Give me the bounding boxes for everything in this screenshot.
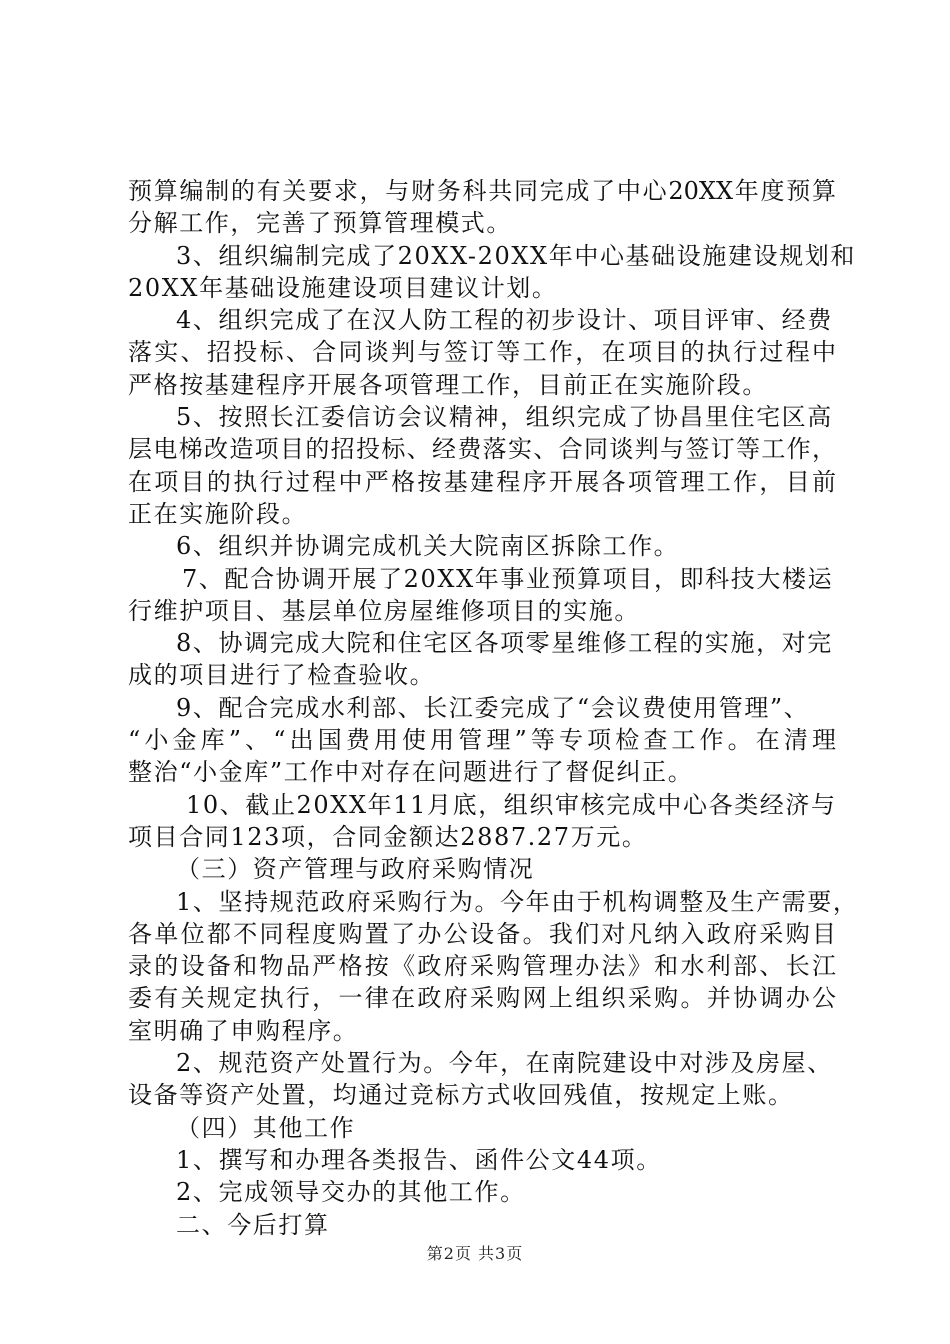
paragraph-start-line: 8、协调完成大院和住宅区各项零星维修工程的实施，对完 — [176, 629, 833, 658]
paragraph-start-line: 9、配合完成水利部、长江委完成了“会议费使用管理”、 — [176, 693, 810, 722]
text-line: 在项目的执行过程中严格按基建程序开展各项管理工作，目前 — [128, 467, 836, 496]
text-line: 行维护项目、基层单位房屋维修项目的实施。 — [128, 596, 640, 625]
paragraph-start-line: 1、坚持规范政府采购行为。今年由于机构调整及生产需要， — [176, 887, 859, 916]
paragraph-start-line: 10、截止20XX年11月底，组织审核完成中心各类经济与 — [186, 790, 837, 819]
page-number-footer: 第2页 共3页 — [426, 1244, 524, 1263]
text-line: 正在实施阶段。 — [128, 499, 308, 528]
text-line: 分解工作，完善了预算管理模式。 — [128, 209, 512, 238]
text-line: 预算编制的有关要求，与财务科共同完成了中心20XX年度预算 — [128, 177, 836, 205]
text-line: 层电梯改造项目的招投标、经费落实、合同谈判与签订等工作， — [128, 435, 836, 464]
paragraph-start-line: 7、配合协调开展了20XX年事业预算项目，即科技大楼运 — [182, 564, 834, 593]
section-heading: （三）资产管理与政府采购情况 — [176, 855, 535, 884]
text-line: 委有关规定执行，一律在政府采购网上组织采购。并协调办公 — [128, 984, 836, 1013]
text-line: 整治“小金库”工作中对存在问题进行了督促纠正。 — [128, 758, 694, 787]
text-line: 室明确了申购程序。 — [128, 1016, 359, 1045]
section-heading: （四）其他工作 — [176, 1113, 356, 1142]
text-line: 成的项目进行了检查验收。 — [128, 661, 436, 690]
section-heading: 二、今后打算 — [176, 1210, 330, 1239]
text-line: “小金库”、“出国费用使用管理”等专项检查工作。在清理 — [128, 726, 836, 755]
paragraph-start-line: 3、组织编制完成了20XX-20XX年中心基础设施建设规划和 — [176, 241, 856, 270]
paragraph-start-line: 2、规范资产处置行为。今年，在南院建设中对涉及房屋、 — [176, 1049, 833, 1078]
text-line: 严格按基建程序开展各项管理工作，目前正在实施阶段。 — [128, 370, 768, 399]
paragraph-start-line: 2、完成领导交办的其他工作。 — [176, 1178, 526, 1207]
text-line: 落实、招投标、合同谈判与签订等工作，在项目的执行过程中 — [128, 338, 836, 367]
text-line: 录的设备和物品严格按《政府采购管理办法》和水利部、长江 — [128, 952, 836, 981]
text-line: 20XX年基础设施建设项目建议计划。 — [128, 273, 558, 302]
paragraph-start-line: 1、撰写和办理各类报告、函件公文44项。 — [176, 1145, 662, 1174]
text-line: 项目合同123项，合同金额达2887.27万元。 — [128, 822, 648, 851]
text-line: 各单位都不同程度购置了办公设备。我们对凡纳入政府采购目 — [128, 919, 836, 948]
text-line: 设备等资产处置，均通过竞标方式收回残值，按规定上账。 — [128, 1081, 794, 1110]
paragraph-start-line: 6、组织并协调完成机关大院南区拆除工作。 — [176, 532, 680, 561]
document-body — [128, 175, 859, 1241]
paragraph-start-line: 4、组织完成了在汉人防工程的初步设计、项目评审、经费 — [176, 306, 833, 335]
paragraph-start-line: 5、按照长江委信访会议精神，组织完成了协昌里住宅区高 — [176, 403, 833, 432]
